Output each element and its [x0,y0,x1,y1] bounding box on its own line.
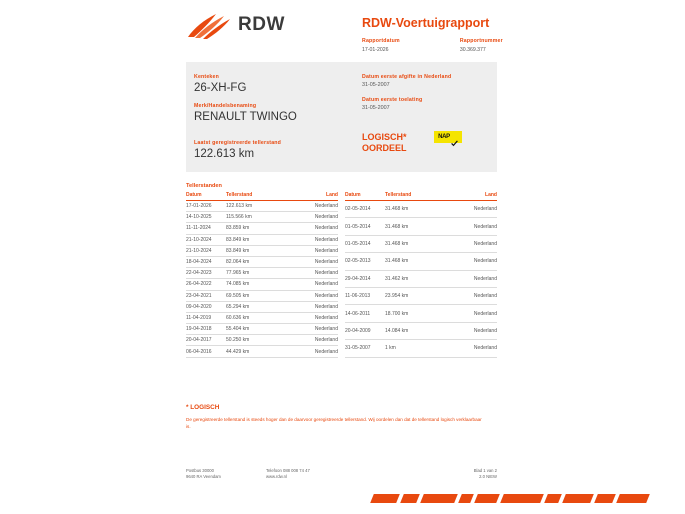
cell-land: Nederland [282,279,338,290]
cell-land: Nederland [282,268,338,279]
rdw-logo-text: RDW [238,14,285,35]
admission-block [362,74,497,120]
cell-land: Nederland [441,340,497,358]
footer-decoration [372,492,672,510]
cell-datum: 01-05-2014 [345,218,385,235]
cell-land: Nederland [441,270,497,287]
col-tellerstand: Tellerstand [385,192,441,201]
document-meta [362,38,503,53]
cell-land: Nederland [441,287,497,304]
odometer-left-body [186,201,338,358]
meta-report-date-value: 17-01-2026 [362,47,389,53]
footnote-title: * LOGISCH [186,404,220,411]
cell-datum: 02-05-2014 [345,201,385,218]
cell-land: Nederland [282,290,338,301]
footnote-body: De geregistreerde tellerstand is steeds hoger dan de daarvoor geregistreerde tellerstand. Wij oordelen dan dat de tellerstand logisch verklaarbaar is. [186,417,482,429]
cell-datum: 18-04-2024 [186,256,226,267]
cell-land: Nederland [282,245,338,256]
first-admission-label: Datum eerste afgifte in Nederland [362,74,452,80]
odometer-block [194,140,281,169]
cell-datum: 17-01-2026 [186,201,226,212]
merk-label: Merk/Handelsbenaming [194,103,257,109]
cell-land: Nederland [441,322,497,339]
cell-tellerstand: 115.566 km [226,212,282,223]
footer-pagination [437,468,497,480]
cell-tellerstand: 31.468 km [385,218,441,235]
cell-land: Nederland [441,235,497,252]
odometer-right-body [345,201,497,358]
table-row [345,322,497,339]
cell-tellerstand: 82.064 km [226,256,282,267]
cell-land: Nederland [282,301,338,312]
cell-land: Nederland [441,201,497,218]
cell-datum: 11-06-2013 [345,287,385,304]
table-row [345,270,497,287]
verdict-block [362,132,407,154]
table-row [186,256,338,267]
odometer-value: 122.613 km [194,148,255,160]
table-row [345,253,497,270]
document-header [0,0,685,60]
cell-tellerstand: 60.636 km [226,312,282,323]
cell-tellerstand: 31.468 km [385,201,441,218]
cell-datum: 01-05-2014 [345,235,385,252]
cell-land: Nederland [441,218,497,235]
table-row [186,234,338,245]
table-row [186,312,338,323]
cell-datum: 11-11-2024 [186,223,226,234]
cell-tellerstand: 83.859 km [226,223,282,234]
cell-tellerstand: 1 km [385,340,441,358]
table-row [345,218,497,235]
cell-land: Nederland [282,335,338,346]
table-row [345,340,497,358]
cell-datum: 21-10-2024 [186,245,226,256]
table-row [345,201,497,218]
verdict-line-2: OORDEEL [362,143,407,153]
odometer-tables [186,192,497,358]
odometer-label: Laatst geregistreerde tellerstand [194,140,282,146]
cell-land: Nederland [282,346,338,357]
cell-tellerstand: 18.700 km [385,305,441,322]
table-row [186,346,338,357]
odometer-table-title: Tellerstanden [186,183,222,189]
cell-datum: 31-05-2007 [345,340,385,358]
rdw-feather-icon [186,10,232,40]
table-row [186,301,338,312]
cell-land: Nederland [282,234,338,245]
first-approval-value: 31-05-2007 [362,105,390,111]
table-row [186,212,338,223]
odometer-table-left [186,192,338,358]
table-row [186,335,338,346]
cell-land: Nederland [441,305,497,322]
footer-address-line2: 9640 RA Veendam [186,474,221,479]
table-header-row [345,192,497,201]
cell-datum: 26-04-2022 [186,279,226,290]
cell-tellerstand: 31.468 km [385,253,441,270]
col-land: Land [441,192,497,201]
table-row [186,201,338,212]
meta-report-date [362,38,400,53]
meta-report-number [460,38,503,53]
meta-report-date-label: Rapportdatum [362,38,400,44]
cell-land: Nederland [282,201,338,212]
cell-datum: 20-04-2017 [186,335,226,346]
kenteken-value: 26-XH-FG [194,82,247,94]
table-row [345,305,497,322]
col-land: Land [282,192,338,201]
cell-tellerstand: 31.468 km [385,235,441,252]
footer-phone: Telefoon 088 008 74 47 [266,468,310,473]
cell-tellerstand: 69.505 km [226,290,282,301]
cell-tellerstand: 55.404 km [226,324,282,335]
cell-tellerstand: 74.085 km [226,279,282,290]
footer-contact [266,468,346,480]
kenteken-label: Kenteken [194,74,219,80]
document-title: RDW-Voertuigrapport [362,16,490,30]
cell-tellerstand: 77.965 km [226,268,282,279]
first-admission-value: 31-05-2007 [362,82,390,88]
cell-land: Nederland [282,312,338,323]
cell-datum: 02-05-2013 [345,253,385,270]
cell-land: Nederland [282,256,338,267]
table-row [345,287,497,304]
cell-datum: 06-04-2016 [186,346,226,357]
cell-tellerstand: 83.849 km [226,245,282,256]
cell-datum: 21-10-2024 [186,234,226,245]
cell-tellerstand: 23.954 km [385,287,441,304]
cell-datum: 22-04-2023 [186,268,226,279]
odometer-table-right [345,192,497,358]
footer-page-number: Blad 1 van 2 [473,468,497,473]
cell-land: Nederland [282,324,338,335]
cell-tellerstand: 122.613 km [226,201,282,212]
cell-datum: 20-04-2009 [345,322,385,339]
meta-report-number-value: 30.369.377 [459,47,486,53]
table-row [186,223,338,234]
cell-datum: 14-10-2025 [186,212,226,223]
cell-tellerstand: 83.849 km [226,234,282,245]
cell-tellerstand: 50.250 km [226,335,282,346]
table-row [186,290,338,301]
check-icon [451,134,458,141]
verdict-line-1: LOGISCH* [362,132,407,142]
cell-datum: 19-04-2018 [186,324,226,335]
cell-datum: 23-04-2021 [186,290,226,301]
table-header-row [186,192,338,201]
table-row [186,279,338,290]
vehicle-identity-block [194,74,354,132]
cell-tellerstand: 44.429 km [226,346,282,357]
first-approval-label: Datum eerste toelating [362,97,423,103]
table-row [345,235,497,252]
cell-land: Nederland [282,212,338,223]
footer-version: 2.0 NIEW [479,474,497,479]
cell-land: Nederland [282,223,338,234]
cell-tellerstand: 65.294 km [226,301,282,312]
nap-badge [434,131,462,143]
cell-datum: 09-04-2020 [186,301,226,312]
cell-tellerstand: 14.084 km [385,322,441,339]
cell-tellerstand: 31.462 km [385,270,441,287]
merk-value: RENAULT TWINGO [194,111,297,123]
table-row [186,268,338,279]
table-row [186,324,338,335]
table-row [186,245,338,256]
footer-website: www.rdw.nl [266,474,287,479]
rdw-logo [186,10,285,40]
page-footer [186,468,497,480]
col-datum: Datum [345,192,385,201]
nap-badge-label: NAP [438,134,450,140]
cell-datum: 11-04-2019 [186,312,226,323]
footer-address [186,468,266,480]
vehicle-summary-panel [186,62,497,172]
meta-report-number-label: Rapportnummer [459,38,503,44]
col-tellerstand: Tellerstand [226,192,282,201]
cell-datum: 29-04-2014 [345,270,385,287]
col-datum: Datum [186,192,226,201]
footnote-block [186,404,486,430]
cell-land: Nederland [441,253,497,270]
cell-datum: 14-06-2011 [345,305,385,322]
footer-address-line1: Postbus 30000 [186,468,214,473]
